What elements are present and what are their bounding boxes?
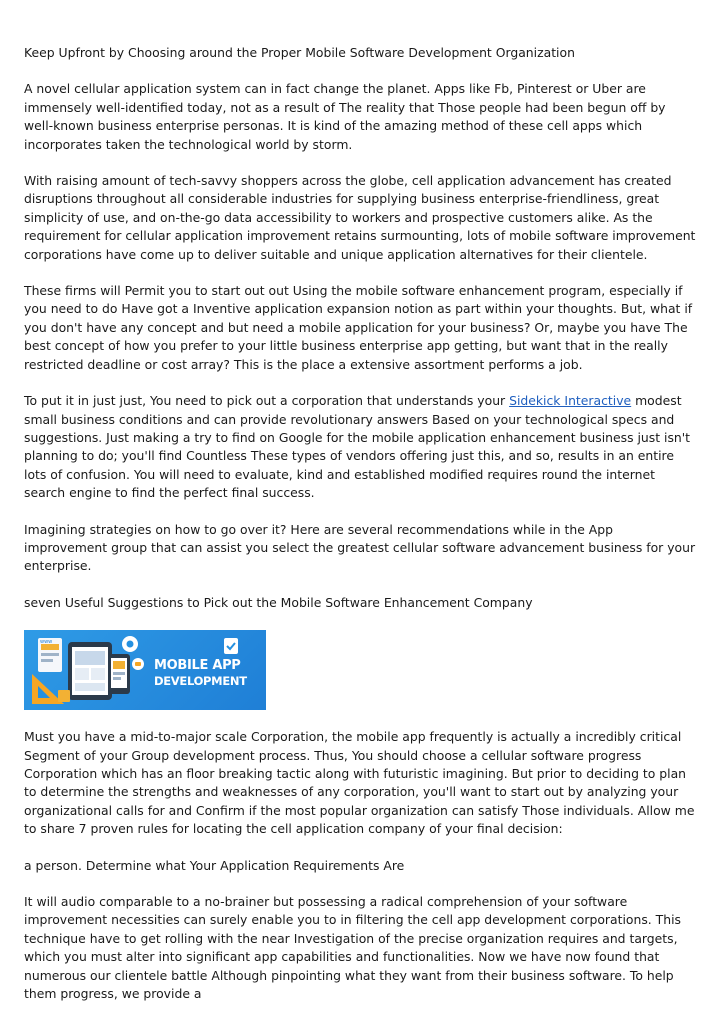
paragraph-tech-savvy: With raising amount of tech-savvy shoppers across the globe, cell application advancement has created disruptions throughout all considerable industries for supplying business enterprise-friendliness, great simplicity of use, and on-the-go data accessibility to workers and prospective customers alike. As the requirement for cellular application improvement retains surmounting, lots of mobile software improvement corporations have come up to deliver suitable and unique application alternatives for their clientele.: [24, 173, 696, 262]
paragraph-corporation: [24, 392, 696, 502]
paragraph-recommendations: Imagining strategies on how to go over it? Here are several recommendations while in the App improvement group that can assist you select the greatest cellular software advancement business for your enterprise.: [24, 521, 696, 574]
mobile-app-development-banner: [24, 630, 266, 710]
svg-text:www: www: [40, 639, 53, 646]
chat-circle-icon: [132, 658, 144, 670]
sidekick-interactive-link[interactable]: Sidekick Interactive: [509, 393, 632, 409]
tablet-icon: [68, 642, 112, 700]
paragraph-intro: A novel cellular application system can in fact change the planet. Apps like Fb, Pinterest or Uber are immensely well-identified today, not as a result of The reality that Those people had been begun off by well-known business enterprise personas. It is kind of the amazing method of these cell apps which incorporates taken the technological world by storm.: [24, 81, 666, 152]
paragraph-corporation-after: modest small business conditions and can provide revolutionary answers Based on your technological specs and suggestions. Just making a try to find on Google for the mobile application enhancement business just isn't planning to do; you'll find Countless These types of vendors offering just this, and so, results in an entire lots of confusion. You will need to evaluate, kind and established modified requires round the internet search engine to find the perfect final success.: [24, 393, 691, 501]
subheading-determine-requirements: a person. Determine what Your Application Requirements Are: [24, 857, 405, 873]
subheading-seven-suggestions: seven Useful Suggestions to Pick out the Mobile Software Enhancement Company: [24, 594, 533, 610]
paragraph-no-brainer: It will audio comparable to a no-brainer but possessing a radical comprehension of your software improvement necessities can surely enable you to in filtering the cell app development corporations. This technique have to get rolling with the near Investigation of the precise organization requires and targets, which you must alter into significant app capabilities and functionalities. Now we have now found that numerous our clientele battle Although pinpointing what they want from their business software. To help them progress, we provide a: [24, 894, 681, 1002]
paragraph-firms: These firms will Permit you to start out out Using the mobile software enhancement program, especially if you need to do Have got a Inventive application expansion notion as part within your thoughts. But, what if you don't have any concept and but need a mobile application for your business? Or, maybe you have The best concept of how you prefer to your little business enterprise app getting, but want that in the really restricted deadline or cost array? This is the place a extensive assortment performs a job.: [24, 283, 693, 372]
paragraph-mid-major-scale: Must you have a mid-to-major scale Corporation, the mobile app frequently is actually a incredibly critical Segment of your Group development process. Thus, You should choose a cellular software progress Corporation which has an floor breaking tactic along with futuristic imagining. But prior to deciding to plan to determine the strengths and weaknesses of any corporation, you'll want to start out by analyzing your organizational calls for and Confirm if the most popular organization can satisfy Those individuals. Allow me to share 7 proven rules for locating the cell application company of your final decision:: [24, 729, 695, 837]
paragraph-corporation-before: To put it in just just, You need to pick out a corporation that understands your: [24, 393, 510, 409]
banner-title-line1: MOBILE APP: [154, 658, 241, 674]
document-title: Keep Upfront by Choosing around the Proper Mobile Software Development Organization: [24, 45, 575, 60]
shopping-box-icon: [58, 690, 70, 702]
banner-title-line2: DEVELOPMENT: [154, 674, 247, 689]
web-window-icon: [38, 638, 62, 672]
smartphone-icon: [108, 654, 130, 694]
checklist-icon: [224, 638, 238, 654]
settings-circle-icon: [122, 636, 138, 652]
